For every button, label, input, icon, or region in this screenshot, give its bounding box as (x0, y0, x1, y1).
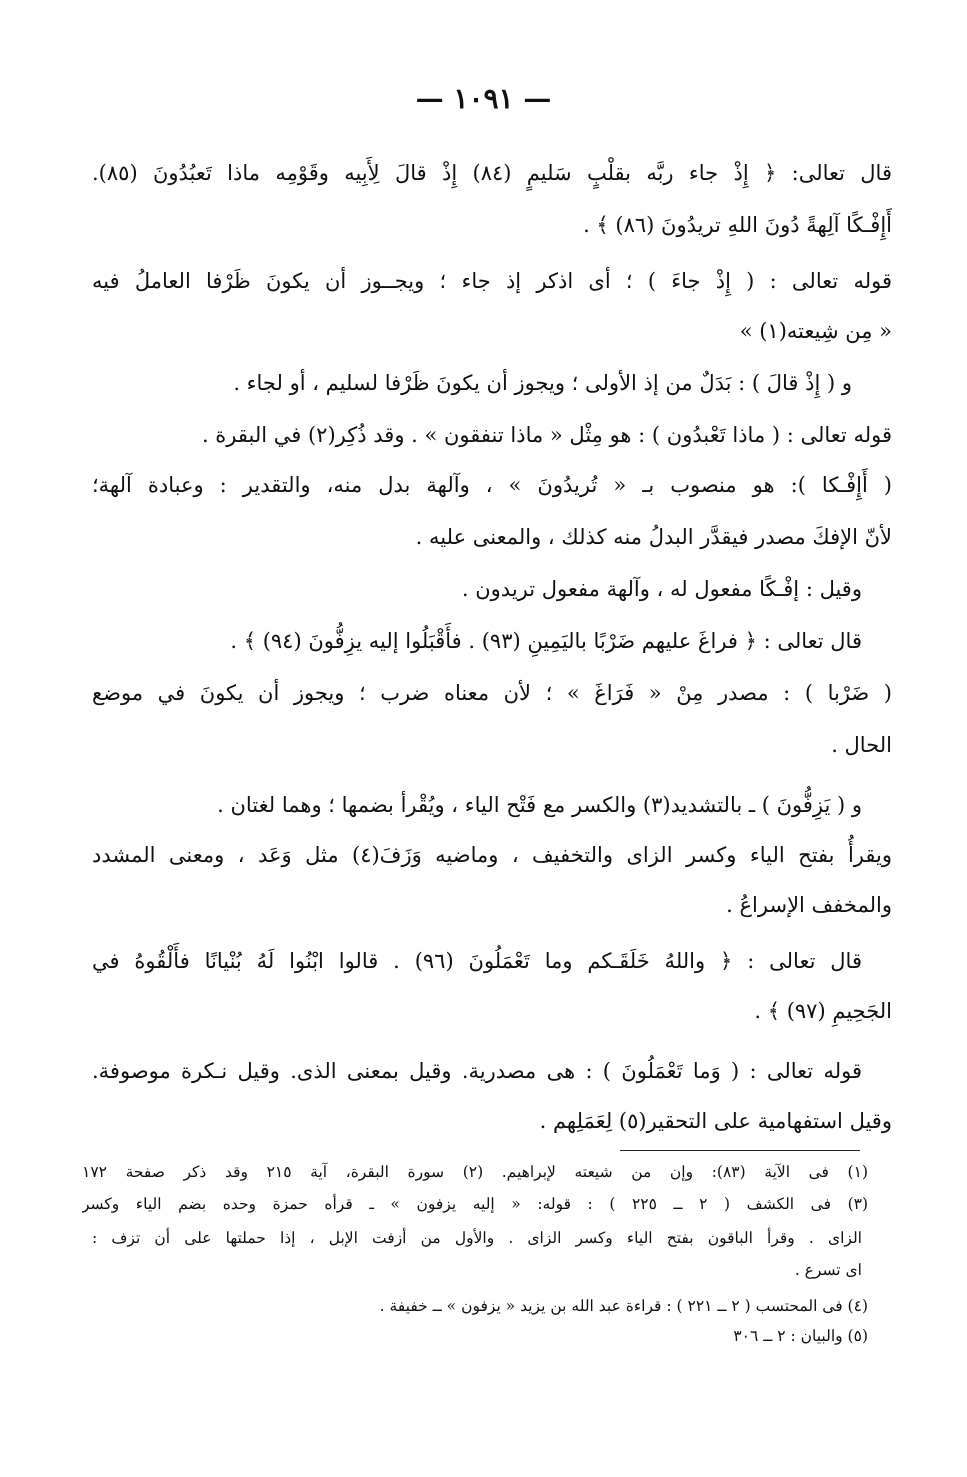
body-line: و ( إِذْ قالَ ) : بَدَلٌ من إذ الأولى ؛ ويجوز أن يكونَ ظَرْفا لسليم ، أو لجاء . (233, 371, 852, 395)
body-line: قال تعالى : ﴿ واللهُ خَلَقَـكم وما تَعْمَلُونَ (٩٦) . قالوا ابْنُوا لَهُ بُنْيانًا فأَلْقُوهُ في (92, 949, 862, 973)
footnote-line: (٥) والبيان : ٢ ــ ٣٠٦ (733, 1327, 868, 1345)
body-line: « مِن شِيعته(١) » (739, 319, 892, 343)
body-line: أَإِفْـكًا آلِهةً دُونَ اللهِ تريدُونَ (٨٦) ﴾ . (583, 213, 892, 237)
footnote-line: (١) فى الآية (٨٣): وإن من شيعته لإبراهيم. (٢) سورة البقرة، آية ٢١٥ وقد ذكر صفحة ١٧٢ (82, 1163, 868, 1181)
body-line: قال تعالى : ﴿ فراغَ عليهم ضَرْبًا باليَمِينِ (٩٣) . فأَقْبَلُوا إليه يزِفُّونَ (٩٤) ﴾ . (230, 629, 862, 653)
body-line: وقيل : إفْـكًا مفعول له ، وآلهة مفعول تريدون . (461, 577, 862, 601)
body-line: الحال . (831, 733, 892, 757)
body-line: قال تعالى: ﴿ إِذْ جاء ربَّه بقلْبٍ سَليمٍ (٨٤) إِذْ قالَ لِأَبِيه وقَوْمِه ماذا تَعبُدُونَ (٨٥). (92, 161, 892, 185)
body-line: قوله تعالى : ( وَما تَعْمَلُونَ ) : هى مصدرية. وقيل بمعنى الذى. وقيل نـكرة موصوفة. (92, 1059, 862, 1083)
body-line: ( أَإِفْـكا ): هو منصوب بـ « تُريدُونَ » ، وآلهة بدل منه، والتقدير : وعبادة آلهة؛ (92, 473, 892, 497)
footnote-line: الزاى . وقرأ الباقون بفتح الياء وكسر الزاى . والأول من أزفت الإبل ، إذا حملتها على أن تزف : (92, 1229, 862, 1247)
body-line: لأنّ الإفكَ مصدر فيقدَّر البدلُ منه كذلك ، والمعنى عليه . (415, 525, 892, 549)
footnote-line: اى تسرع . (794, 1261, 862, 1279)
body-line: ( ضَرْبا ) : مصدر مِنْ « فَرَاغَ » ؛ لأن معناه ضرب ؛ ويجوز أن يكونَ في موضع (92, 681, 892, 705)
body-line: ويقرأُ بفتح الياء وكسر الزاى والتخفيف ، وماضيه وَزَفَ(٤) مثل وَعَد ، ومعنى المشدد (92, 843, 892, 867)
footnote-line: (٣) فى الكشف ( ٢ ــ ٢٢٥ ) : قوله: « إليه يزفون » ـ قرأه حمزة وحده بضم الياء وكسر (82, 1195, 868, 1213)
body-line: والمخفف الإسراعُ . (726, 893, 892, 917)
body-line: و ( يَزِفُّونَ ) ـ بالتشديد(٣) والكسر مع فَتْح الياء ، ويُقْرأ بضمها ؛ وهما لغتان . (217, 793, 862, 817)
footnote-separator (620, 1150, 860, 1151)
body-line: قوله تعالى : ( ماذا تَعْبدُون ) : هو مِثْل « ماذا تنفقون » . وقد ذُكِر(٢) في البقرة . (201, 423, 892, 447)
footnote-line: (٤) فى المحتسب ( ٢ ــ ٢٢١ ) : قراءة عبد الله بن يزيد « يزفون » ــ خفيفة . (379, 1297, 868, 1315)
body-line: الجَحِيمِ (٩٧) ﴾ . (754, 999, 892, 1023)
page-number: — ١٠٩١ — (415, 82, 552, 115)
body-line: وقيل استفهامية على التحقير(٥) لِعَمَلِهم . (539, 1109, 892, 1133)
body-line: قوله تعالى : ( إِذْ جاءَ ) ؛ أى اذكر إذ جاء ؛ ويجــوز أن يكونَ ظَرْفا العاملُ فيه (92, 269, 892, 293)
